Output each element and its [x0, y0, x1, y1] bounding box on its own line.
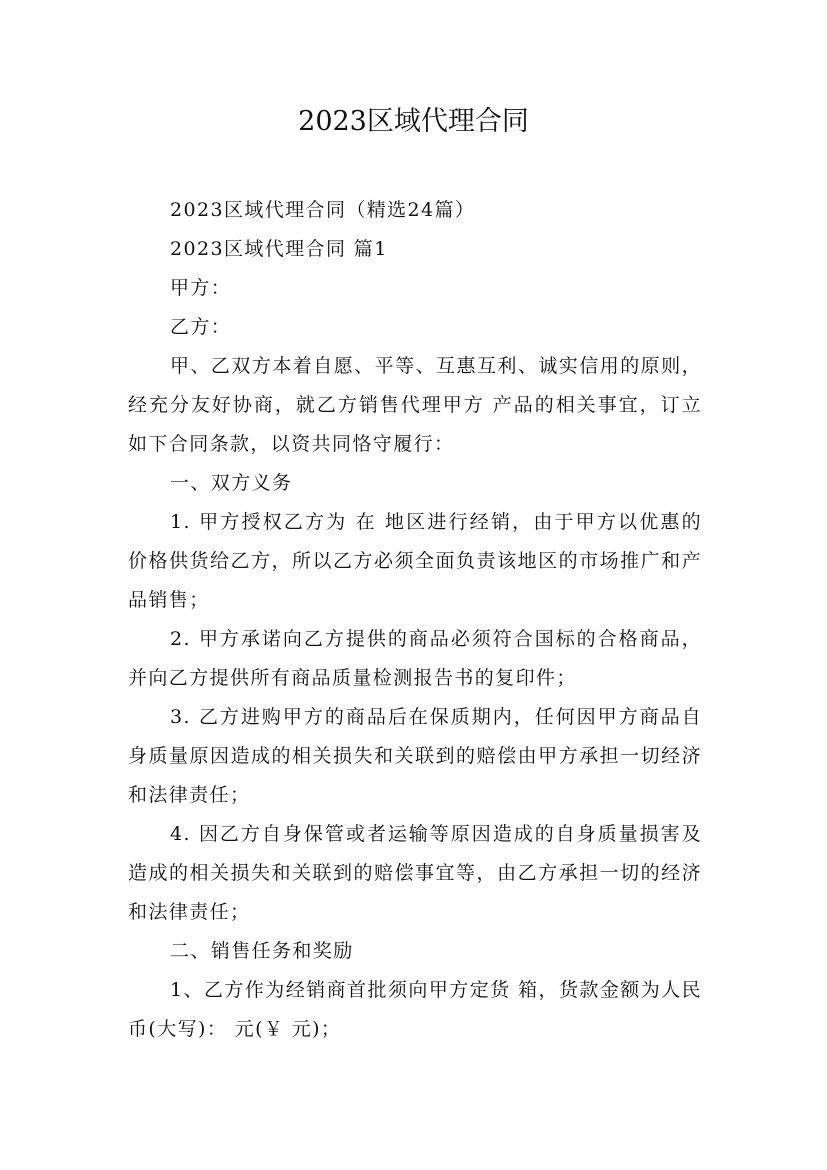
paragraph-preamble: 甲、乙双方本着自愿、平等、互惠互利、诚实信用的原则，经充分友好协商，就乙方销售代理甲方 产品的相关事宜，订立如下合同条款，以资共同恪守履行：	[128, 355, 702, 455]
clause-4: 4. 因乙方自身保管或者运输等原因造成的自身质量损害及造成的相关损失和关联到的赔偿事宜等，由乙方承担一切的经济和法律责任；	[128, 823, 702, 923]
section-heading-obligations: 一、双方义务	[170, 472, 293, 494]
paragraph-collection-title: 2023区域代理合同（精选24篇）	[170, 199, 476, 221]
sales-clause-1: 1、乙方作为经销商首批须向甲方定货 箱，货款金额为人民币(大写)： 元(￥ 元)；	[128, 979, 702, 1040]
section-heading-sales: 二、销售任务和奖励	[170, 940, 354, 962]
document-title: 2023区域代理合同	[298, 106, 529, 137]
clause-1: 1. 甲方授权乙方为 在 地区进行经销，由于甲方以优惠的价格供货给乙方，所以乙方必须全面负责该地区的市场推广和产品销售；	[128, 511, 702, 611]
paragraph-article-heading: 2023区域代理合同 篇1	[170, 238, 388, 260]
clause-3: 3. 乙方进购甲方的商品后在保质期内，任何因甲方商品自身质量原因造成的相关损失和关联到的赔偿由甲方承担一切经济和法律责任；	[128, 706, 702, 806]
party-a-label: 甲方：	[170, 277, 232, 299]
party-b-label: 乙方：	[170, 316, 232, 338]
document-body	[128, 191, 702, 1049]
clause-2: 2. 甲方承诺向乙方提供的商品必须符合国标的合格商品，并向乙方提供所有商品质量检测报告书的复印件；	[128, 628, 702, 689]
